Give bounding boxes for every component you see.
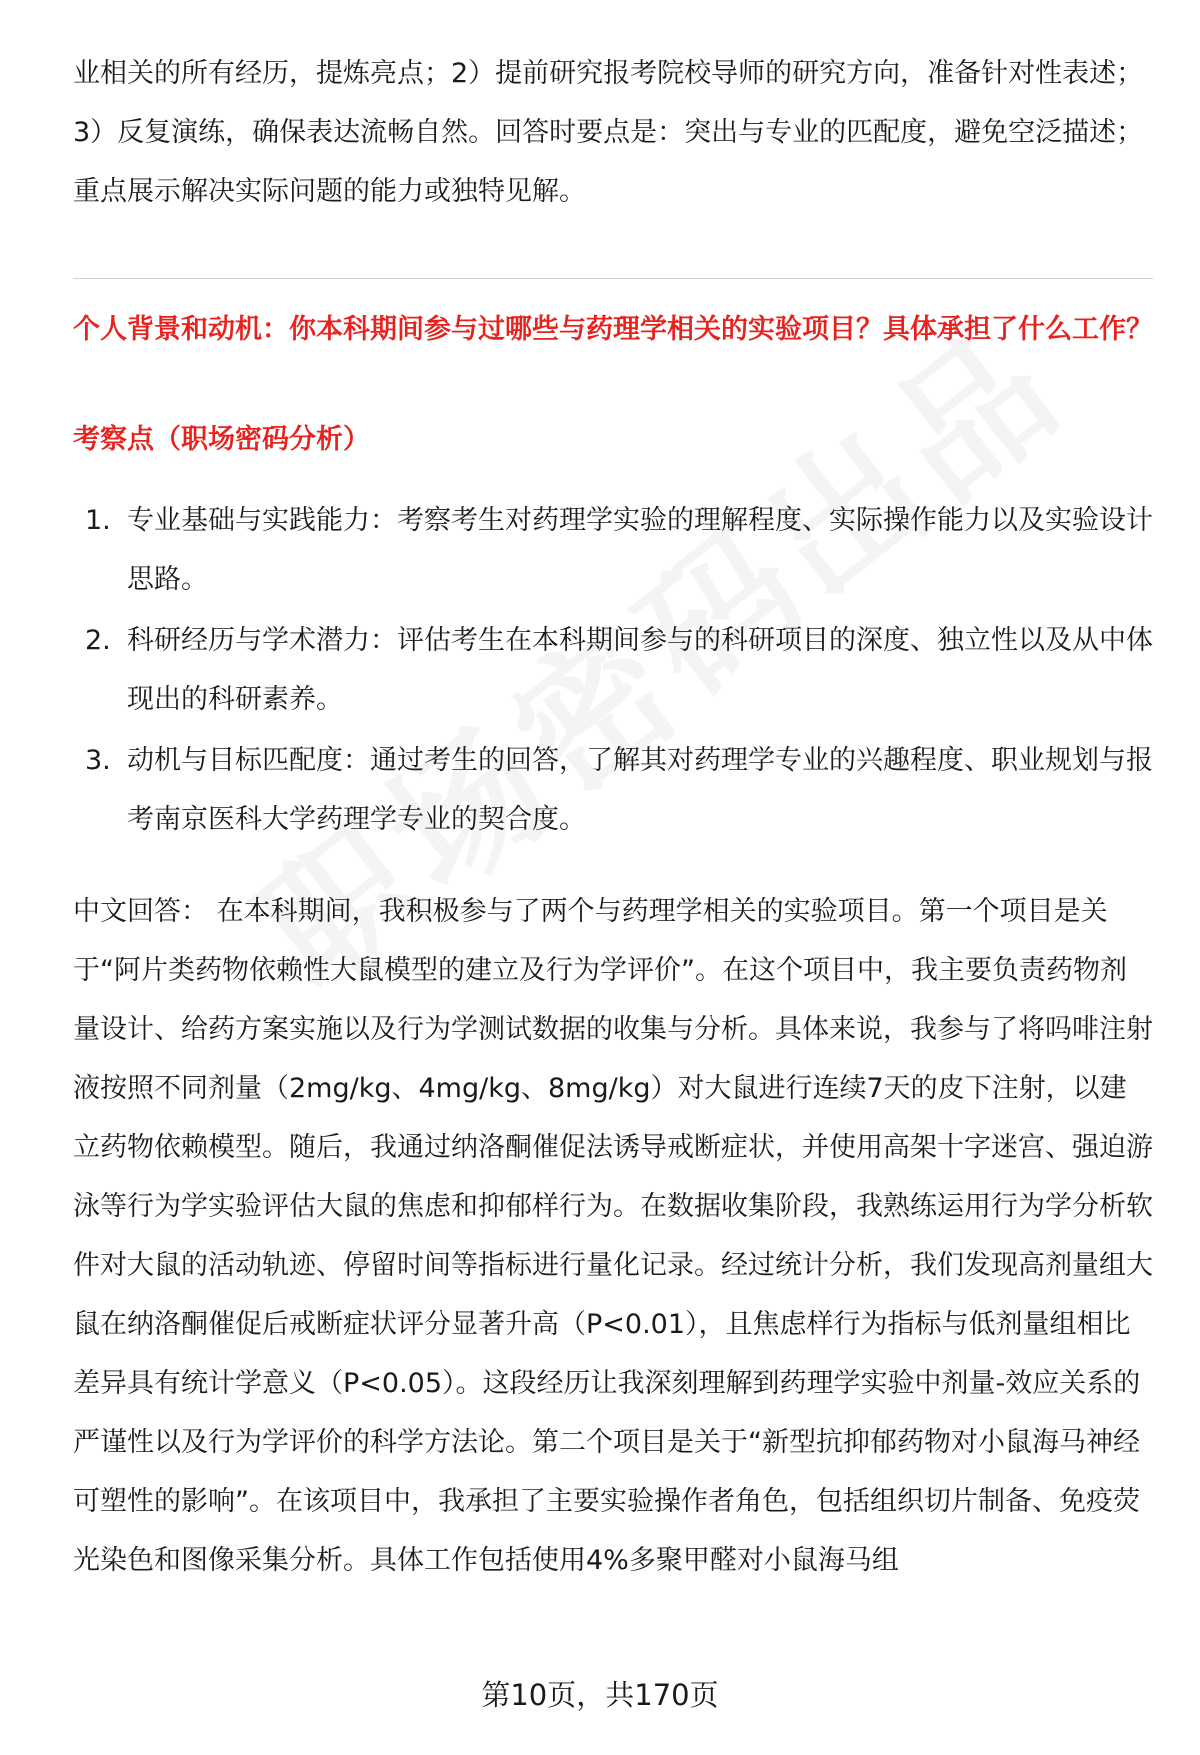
list-item	[73, 491, 1153, 609]
list-item	[73, 731, 1153, 849]
answer-paragraph: 中文回答： 在本科期间，我积极参与了两个与药理学相关的实验项目。第一个项目是关于“阿片类药物依赖性大鼠模型的建立及行为学评价”。在这个项目中，我主要负责药物剂量设计、给药方案实施以及行为学测试数据的收集与分析。具体来说，我参与了将吗啡注射液按照不同剂量（2mg/kg、4mg/kg、8mg/kg）对大鼠进行连续7天的皮下注射，以建立药物依赖模型。随后，我通过纳洛酮催促法诱导戒断症状，并使用高架十字迷宫、强迫游泳等行为学实验评估大鼠的焦虑和抑郁样行为。在数据收集阶段，我熟练运用行为学分析软件对大鼠的活动轨迹、停留时间等指标进行量化记录。经过统计分析，我们发现高剂量组大鼠在纳洛酮催促后戒断症状评分显著升高（P<0.01），且焦虑样行为指标与低剂量组相比差异具有统计学意义（P<0.05）。这段经历让我深刻理解到药理学实验中剂量-效应关系的严谨性以及行为学评价的科学方法论。第二个项目是关于“新型抗抑郁药物对小鼠海马神经可塑性的影响”。在该项目中，我承担了主要实验操作者角色，包括组织切片制备、免疫荧光染色和图像采集分析。具体工作包括使用4%多聚甲醛对小鼠海马组	[73, 896, 1153, 1576]
question-heading: 个人背景和动机：你本科期间参与过哪些与药理学相关的实验项目？具体承担了什么工作？	[73, 314, 1153, 345]
list-item-text: 专业基础与实践能力：考察考生对药理学实验的理解程度、实际操作能力以及实验设计思路。	[127, 505, 1153, 595]
page-footer: 第10页，共170页	[481, 1678, 719, 1712]
list-item	[73, 611, 1153, 729]
list-number: 2.	[85, 625, 111, 656]
list-item-text: 动机与目标匹配度：通过考生的回答，了解其对药理学专业的兴趣程度、职业规划与报考南京医科大学药理学专业的契合度。	[127, 745, 1153, 835]
analysis-list	[73, 491, 1153, 851]
list-item-text: 科研经历与学术潜力：评估考生在本科期间参与的科研项目的深度、独立性以及从中体现出的科研素养。	[127, 625, 1153, 715]
list-number: 1.	[85, 505, 111, 536]
intro-paragraph: 业相关的所有经历，提炼亮点；2）提前研究报考院校导师的研究方向，准备针对性表述；3）反复演练，确保表达流畅自然。回答时要点是：突出与专业的匹配度，避免空泛描述；重点展示解决实际问题的能力或独特见解。	[73, 58, 1144, 207]
analysis-heading: 考察点（职场密码分析）	[73, 424, 370, 455]
section-divider	[73, 278, 1153, 279]
list-number: 3.	[85, 745, 111, 776]
